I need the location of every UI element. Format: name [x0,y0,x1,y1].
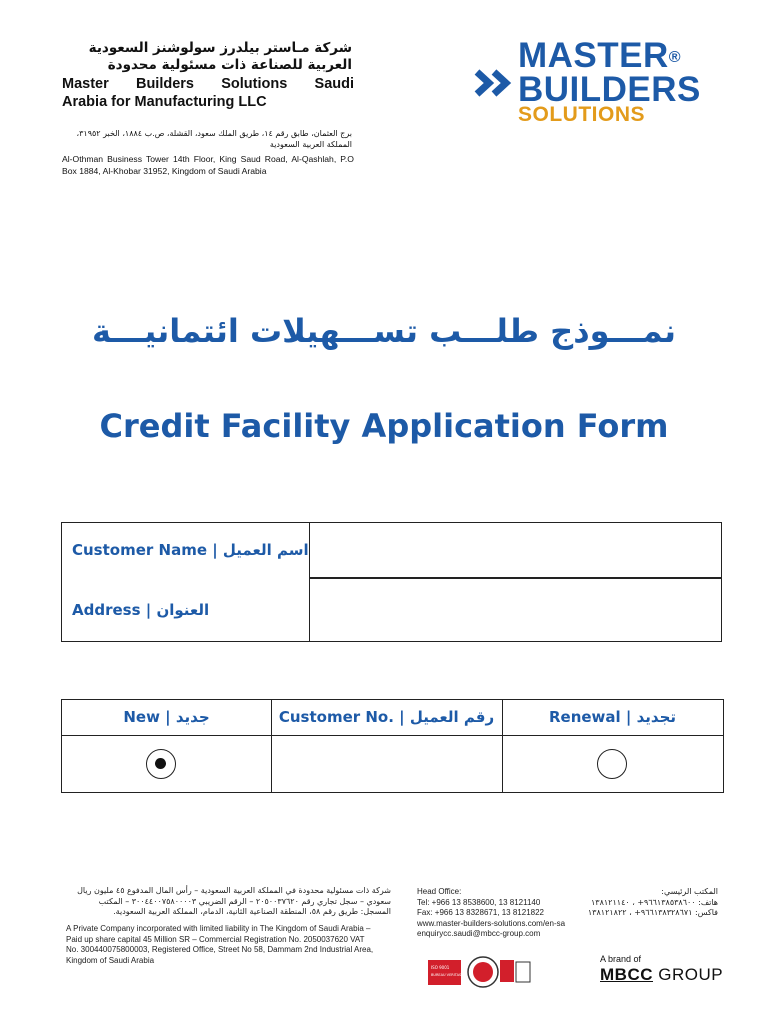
footer-legal-arabic: شركة ذات مسئولية محدودة في المملكة العربية السعودية – رأس المال المدفوع ٤٥ مليون ريال سعودي – سجل تجاري رقم ٢٠٥٠٠٣٧٦٢٠ – الرقم الضريبي ٣٠٠٤٤٠٠٧٥٨٠٠٠٠٣ – المكتب المسجل: طريق رقم ٥٨، المنطقة الصناعية الثانية، الدمام، المملكة العربية السعودية. [77,886,391,916]
customer-name-field[interactable] [312,525,719,575]
company-name-english-line1: Master Builders Solutions Saudi [62,76,354,92]
new-radio[interactable] [146,749,176,779]
customer-no-field[interactable] [274,738,500,790]
customer-no-header: Customer No. | رقم العميل [278,708,495,726]
logo-line-builders: BUILDERS [518,70,701,109]
head-office-tel: Tel: +966 13 8538600, 13 8121140 [417,897,541,907]
head-office-fax: Fax: +966 13 8328671, 13 8121822 [417,908,544,917]
address-label: Address | العنوان [72,601,210,619]
website-link[interactable]: www.master-builders-solutions.com/en-sa [417,918,566,928]
email-link[interactable]: enquirycc.saudi@mbcc-group.com [417,929,541,938]
title-english: Credit Facility Application Form [99,407,669,445]
application-type-table [61,699,724,793]
renewal-radio[interactable] [597,749,627,779]
head-office-label: Head Office: [417,887,462,896]
renewal-header: Renewal | تجديد [548,708,677,726]
footer-legal-english: A Private Company incorporated with limited liability in The Kingdom of Saudi Arabia – Paid up share capital 45 Million SR – Commercial Registration No. 2050037620 VAT No. 300440075800003, Registered Office, Street No 58, Dammam 2nd Industrial Area, Kingdom of Saudi Arabia [66,924,374,965]
footer-head-office [417,887,587,940]
title-arabic: نمـــوذج طلـــب تســـهيلات ائتمانيـــة [92,312,676,350]
double-chevron-icon [474,68,514,98]
svg-text:BUREAU VERITAS: BUREAU VERITAS [431,973,462,977]
company-address-english: Al-Othman Business Tower 14th Floor, King Saud Road, Al-Qashlah, P.O Box 1884, Al-Khobar 31952, Kingdom of Saudi Arabia [62,154,354,176]
master-builders-logo [474,38,734,128]
svg-text:ISO 9001: ISO 9001 [431,965,450,970]
customer-info-table [61,522,722,642]
brand-of-label: A brand of [600,954,642,964]
certification-badge-icon [428,955,531,989]
company-address-arabic: برج العثمان، طابق رقم ١٤، طريق الملك سعود، القشلة، ص.ب ١٨٨٤، الخبر ٣١٩٥٢، المملكة العربية السعودية [76,129,352,149]
footer-head-office-arabic: المكتب الرئيسي: هاتف: ٩٦٦١٣٨٥٣٨٦٠٠+ ، ١٣٨١٢١١٤٠ فاكس: ٩٦٦١٣٨٣٢٨٦٧١+ ، ١٣٨١٢١٨٢٢ [587,887,718,917]
company-name-arabic: شركة مـاستر بيلدرز سولوشنز السعودية العربية للصناعة ذات مسئولية محدودة [88,40,352,73]
company-name-english-line2: Arabia for Manufacturing LLC [62,94,267,110]
new-header: New | جديد [123,708,210,726]
customer-name-label: Customer Name | اسم العميل [72,541,309,559]
mbcc-group-logo: MBCC GROUP [600,965,724,984]
radio-selected-dot [155,758,166,769]
address-field[interactable] [312,581,719,637]
logo-line-solutions: SOLUTIONS [518,103,646,126]
certification-logos [428,955,531,989]
logo-line-master: MASTER® [518,36,682,75]
